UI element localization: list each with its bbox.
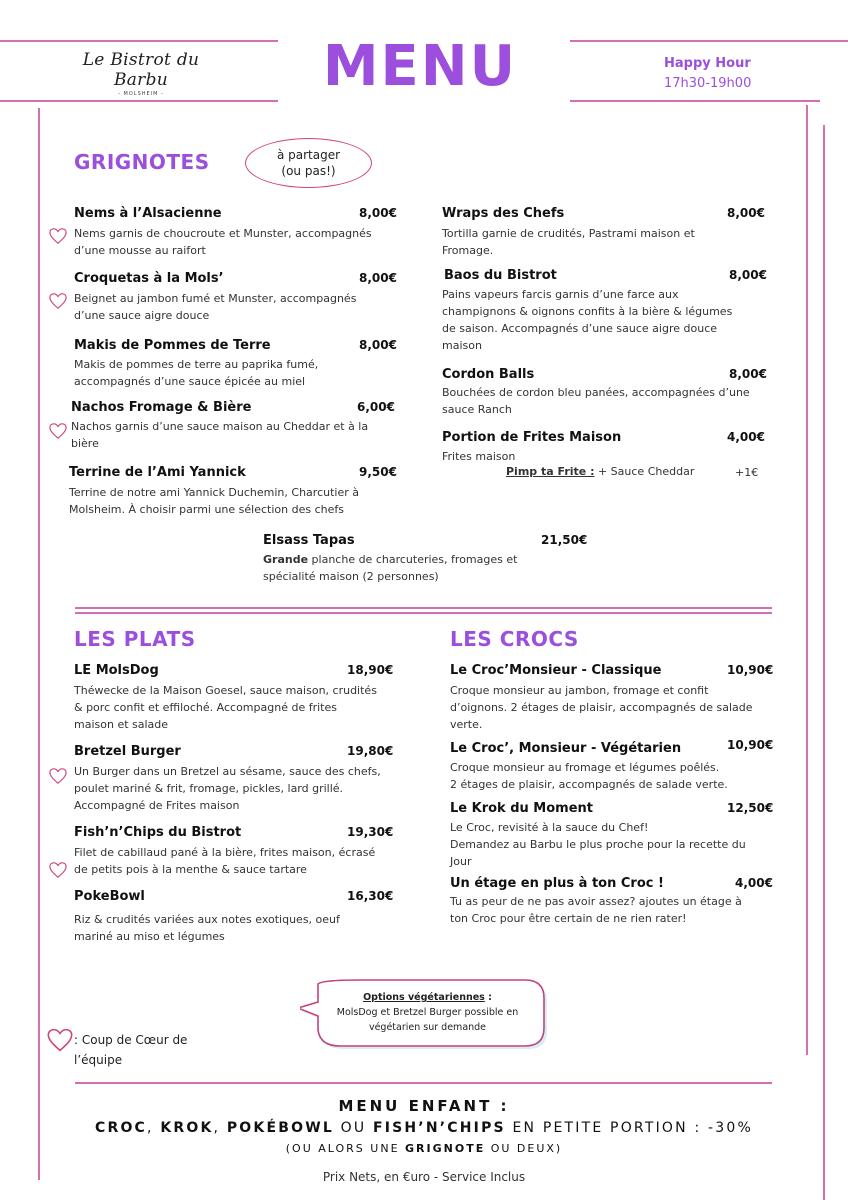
section-title-grignotes: GRIGNOTES [74, 150, 210, 174]
logo-subtitle: - MOLSHEIM - [118, 91, 164, 97]
item-name: LE MolsDog [74, 663, 159, 678]
bubble-line-1: à partager [276, 148, 341, 162]
item-name: Le Krok du Moment [450, 801, 593, 816]
item-price: 19,30€ [347, 825, 394, 839]
item-name: Baos du Bistrot [444, 268, 557, 283]
left-border [38, 108, 40, 1180]
kids-menu-title: MENU ENFANT : [338, 1097, 510, 1115]
item-desc: Tu as peur de ne pas avoir assez? ajoutes un étage à ton Croc pour être certain de ne rien rater! [450, 895, 742, 925]
item-name: Fish’n’Chips du Bistrot [74, 825, 242, 840]
bottom-divider [75, 1082, 772, 1084]
heart-icon [49, 422, 67, 440]
item-desc: Croque monsieur au fromage et légumes poêlés. 2 étages de plaisir, accompagnés de salade verte. [450, 761, 728, 791]
item-price: 8,00€ [729, 367, 767, 381]
pimp-option: Pimp ta Frite : + Sauce Cheddar [506, 465, 695, 478]
item-name: Elsass Tapas [263, 533, 355, 548]
right-border [806, 105, 808, 1055]
item-desc: Théwecke de la Maison Goesel, sauce maison, crudités & porc confit et effiloché. Accompagné de frites maison et salade [74, 684, 377, 731]
item-price: 8,00€ [359, 338, 397, 352]
item-desc: Pains vapeurs farcis garnis d’une farce aux champignons & oignons confits à la bière & légumes de saison. Accompagnés d’une sauce aigre douce maison [442, 288, 733, 352]
item-desc: Filet de cabillaud pané à la bière, frites maison, écrasé de petits pois à la menthe & sauce tartare [74, 846, 376, 876]
item-price: 18,90€ [347, 663, 394, 677]
top-right-rule-2 [570, 100, 820, 102]
section-title-crocs: LES CROCS [450, 627, 579, 651]
happy-hour-label: Happy Hour [664, 56, 751, 71]
item-desc: Riz & crudités variées aux notes exotiques, oeuf mariné au miso et légumes [74, 913, 340, 943]
item-desc: Grande planche de charcuteries, fromages et spécialité maison (2 personnes) [263, 553, 518, 583]
item-name: Un étage en plus à ton Croc ! [450, 876, 664, 891]
item-price: 16,30€ [347, 889, 394, 903]
item-price: 4,00€ [727, 430, 765, 444]
item-price: 10,90€ [727, 663, 774, 677]
item-name: Nems à l’Alsacienne [74, 206, 222, 221]
item-name: Makis de Pommes de Terre [74, 338, 271, 353]
right-border-2 [823, 125, 825, 1200]
item-name: Portion de Frites Maison [442, 430, 622, 445]
item-desc: Frites maison [442, 450, 516, 463]
item-name: Wraps des Chefs [442, 206, 565, 221]
item-name: Cordon Balls [442, 367, 535, 382]
happy-hour-time: 17h30-19h00 [664, 76, 752, 91]
legend-text: : Coup de Cœur de l’équipe [74, 1033, 188, 1067]
vegetarian-bubble [300, 978, 548, 1048]
footer-note: Prix Nets, en €uro - Service Inclus [322, 1170, 526, 1184]
item-price: 6,00€ [357, 400, 395, 414]
item-name: Le Croc’, Monsieur - Végétarien [450, 741, 682, 756]
logo-name: Le Bistrot du Barbu [82, 50, 200, 90]
item-desc: Tortilla garnie de crudités, Pastrami maison et Fromage. [442, 227, 695, 257]
item-price: 12,50€ [727, 801, 774, 815]
top-left-rule-2 [0, 100, 278, 102]
kids-menu-sub: (OU ALORS UNE GRIGNOTE OU DEUX) [285, 1142, 563, 1155]
section-title-plats: LES PLATS [74, 627, 196, 651]
item-desc: Bouchées de cordon bleu panées, accompagnées d’une sauce Ranch [442, 386, 750, 416]
item-name: Croquetas à la Mols’ [74, 271, 224, 286]
pimp-price: +1€ [735, 466, 759, 479]
item-desc: Nachos garnis d’une sauce maison au Cheddar et à la bière [71, 420, 369, 450]
item-desc: Terrine de notre ami Yannick Duchemin, Charcutier à Molsheim. À choisir parmi une sélection des chefs [69, 486, 359, 516]
vegetarian-text: Options végétariennes : MolsDog et Bretzel Burger possible en végétarien sur demande [336, 992, 519, 1033]
top-right-rule [570, 40, 848, 42]
logo [66, 50, 216, 97]
item-name: Nachos Fromage & Bière [71, 400, 252, 415]
share-bubble [245, 138, 372, 188]
item-name: Bretzel Burger [74, 744, 181, 759]
item-desc: Nems garnis de choucroute et Munster, accompagnés d’une mousse au raifort [74, 227, 372, 257]
page-title: MENU [322, 34, 518, 99]
item-price: 8,00€ [729, 268, 767, 282]
section-divider [75, 607, 772, 609]
item-name: PokeBowl [74, 889, 145, 904]
item-price: 19,80€ [347, 744, 394, 758]
item-desc: Makis de pommes de terre au paprika fumé, accompagnés d’une sauce épicée au miel [74, 358, 319, 388]
item-price: 8,00€ [359, 206, 397, 220]
kids-menu-line: CROC, KROK, POKÉBOWL OU FISH’N’CHIPS EN PETITE PORTION : -30% [95, 1120, 753, 1136]
item-price: 10,90€ [727, 738, 774, 752]
bubble-line-2: (ou pas!) [281, 164, 336, 178]
item-desc: Le Croc, revisité à la sauce du Chef! Demandez au Barbu le plus proche pour la recette du Jour [450, 821, 746, 868]
item-desc: Croque monsieur au jambon, fromage et confit d’oignons. 2 étages de plaisir, accompagnés de salade verte. [450, 684, 753, 731]
item-name: Terrine de l’Ami Yannick [69, 465, 246, 480]
heart-icon [49, 227, 67, 245]
item-price: 8,00€ [359, 271, 397, 285]
item-name: Le Croc’Monsieur - Classique [450, 663, 662, 678]
item-desc: Beignet au jambon fumé et Munster, accompagnés d’une sauce aigre douce [74, 292, 357, 322]
top-left-rule [0, 40, 278, 42]
heart-icon [49, 767, 67, 785]
item-price: 9,50€ [359, 465, 397, 479]
item-price: 8,00€ [727, 206, 765, 220]
happy-hour [664, 54, 751, 94]
section-divider-2 [75, 612, 772, 614]
heart-icon [49, 861, 67, 879]
item-price: 21,50€ [541, 533, 588, 547]
item-price: 4,00€ [735, 876, 773, 890]
item-desc: Un Burger dans un Bretzel au sésame, sauce des chefs, poulet mariné & frit, fromage, pickles, lard grillé. Accompagné de Frites maison [74, 765, 381, 812]
heart-icon [49, 292, 67, 310]
